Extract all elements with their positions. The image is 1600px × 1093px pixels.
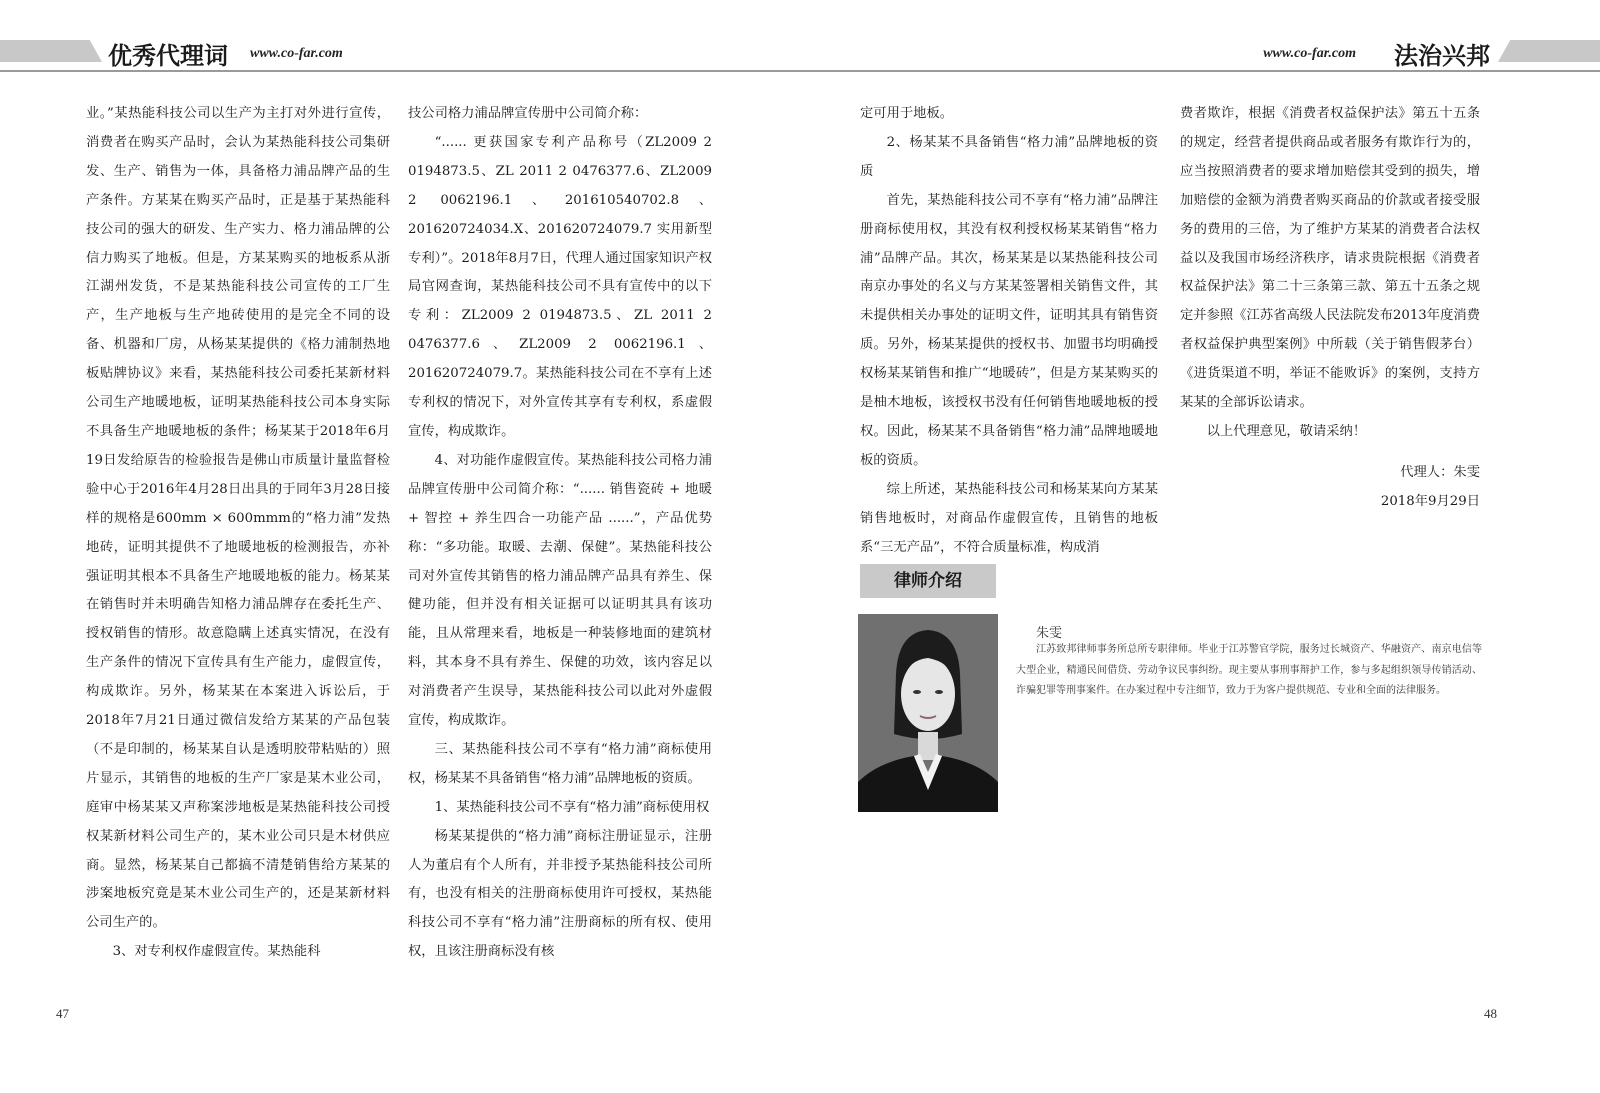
paragraph: 1、某热能科技公司不享有“格力浦”商标使用权	[434, 799, 710, 815]
header-rule	[0, 70, 800, 72]
paragraph: 4、对功能作虚假宣传。某热能科技公司格力浦品牌宣传册中公司简介称：“...... 销售瓷砖 + 地暖 + 智控 + 养生四合一功能产品 ......”，产品优势称：“多功能。取暖、去潮、保健”。某热能科技公司对外宣传其销售的格力浦品牌产品具有养生、保健功能，但并没有相关证据可以证明其具有该功能，且从常理来看，地板是一种装修地面的建筑材料，其本身不具有养生、保健的功效，该内容足以对消费者产生误导，某热能科技公司以此对外虚假宣传，构成欺诈。	[408, 452, 712, 729]
header-decor-bar	[1498, 40, 1600, 62]
header-decor-bar	[0, 40, 102, 62]
lawyer-bio: 江苏致邦律师事务所总所专职律师。毕业于江苏警官学院，服务过长城资产、华融资产、南京电信等大型企业，精通民间借贷、劳动争议民事纠纷。现主要从事刑事辩护工作，参与多起组织领导传销活动、诈骗犯罪等刑事案件。在办案过程中专注细节，致力于为客户提供规范、专业和全面的法律服务。	[1016, 644, 1482, 696]
paragraph: 技公司格力浦品牌宣传册中公司简介称：	[408, 106, 648, 121]
page-number-left: 47	[56, 1006, 69, 1021]
portrait-image	[858, 614, 998, 812]
header-url: www.co-far.com	[1263, 46, 1356, 61]
paragraph: 综上所述，某热能科技公司和杨某某向方某某销售地板时，对商品作虚假宣传，且销售的地板系“三无产品”，不符合质量标准，构成消	[860, 481, 1158, 555]
agent-signature: 代理人：朱雯	[1400, 464, 1480, 480]
paragraph: 2、杨某某不具备销售“格力浦”品牌地板的资质	[860, 134, 1158, 179]
paragraph: 3、对专利权作虚假宣传。某热能科	[112, 944, 321, 960]
paragraph: 首先，某热能科技公司不享有“格力浦”品牌注册商标使用权，其没有权利授权杨某某销售“格力浦”品牌产品。其次，杨某某是以某热能科技公司南京办事处的名义与方某某签署相关销售文件，其未提供相关办事处的证明文件，证明其具有销售资质。另外，杨某某提供的授权书、加盟书均明确授权杨某某销售和推广“地暖砖”，但是方某某购买的是柚木地板，该授权书没有任何销售地暖地板的授权。因此，杨某某不具备销售“格力浦”品牌地暖地板的资质。	[860, 192, 1158, 468]
lawyer-photo	[858, 614, 998, 812]
section-title: 法治兴邦	[1394, 42, 1490, 70]
paragraph: 以上代理意见，敬请采纳！	[1206, 423, 1367, 439]
header-rule	[800, 70, 1600, 72]
paragraph: 三、某热能科技公司不享有“格力浦”商标使用权，杨某某不具备销售“格力浦”品牌地板的资质。	[408, 741, 712, 786]
page-number-right: 48	[1484, 1006, 1497, 1021]
lawyer-intro-heading: 律师介绍	[860, 564, 996, 598]
signature-date: 2018年9月29日	[1380, 493, 1480, 509]
right-page-header	[800, 36, 1600, 72]
paragraph: 定可用于地板。	[860, 106, 954, 121]
paragraph: 杨某某提供的“格力浦”商标注册证显示，注册人为董启有个人所有，并非授予某热能科技公司所有，也没有相关的注册商标使用许可授权，某热能科技公司不享有“格力浦”注册商标的所有权、使用权，且该注册商标没有核	[408, 828, 712, 960]
section-title: 优秀代理词	[108, 42, 228, 70]
text-column-1	[86, 100, 390, 967]
left-page-header	[0, 36, 800, 72]
text-column-2	[408, 100, 712, 967]
header-url: www.co-far.com	[250, 46, 343, 61]
paragraph: 费者欺诈，根据《消费者权益保护法》第五十五条的规定，经营者提供商品或者服务有欺诈行为的，应当按照消费者的要求增加赔偿其受到的损失，增加赔偿的金额为消费者购买商品的价款或者接受服务的费用的三倍，为了维护方某某的消费者合法权益以及我国市场经济秩序，请求贵院根据《消费者权益保护法》第二十三条第三款、第五十五条之规定并参照《江苏省高级人民法院发布2013年度消费者权益保护典型案例》中所载（关于销售假茅台）《进货渠道不明，举证不能败诉》的案例，支持方某某的全部诉讼请求。	[1180, 106, 1480, 411]
text-column-3	[860, 100, 1158, 563]
paragraph: “...... 更获国家专利产品称号（ZL2009 2 0194873.5、ZL 2011 2 0476377.6、ZL2009 2 0062196.1、201610540702.8、201620724034.X、201620724079.7 实用新型专利）”。2018年8月7日，代理人通过国家知识产权局官网查询，某热能科技公司不具有宣传中的以下专利：ZL2009 2 0194873.5、ZL 2011 2 0476377.6、ZL2009 2 0062196.1、201620724079.7。某热能科技公司在不享有上述专利权的情况下，对外宣传其享有专利权，系虚假宣传，构成欺诈。	[408, 134, 712, 439]
signature-block	[1180, 459, 1480, 517]
lawyer-name: 朱雯	[1036, 626, 1063, 641]
paragraph: 业。”某热能科技公司以生产为主打对外进行宣传，消费者在购买产品时，会认为某热能科技公司集研发、生产、销售为一体，具备格力浦品牌产品的生产条件。方某某在购买产品时，正是基于某热能科技公司的强大的研发、生产实力、格力浦品牌的公信力购买了地板。但是，方某某购买的地板系从浙江湖州发货，不是某热能科技公司宣传的工厂生产，生产地板与生产地砖使用的是完全不同的设备、机器和厂房，从杨某某提供的《格力浦制热地板贴牌协议》来看，某热能科技公司委托某新材料公司生产地暖地板，证明某热能科技公司本身实际不具备生产地暖地板的条件；杨某某于2018年6月19日发给原告的检验报告是佛山市质量计量监督检验中心于2016年4月28日出具的于同年3月28日接样的规格是600mm × 600mmm的“格力浦”发热地砖，证明其提供不了地暖地板的检测报告，亦补强证明其根本不具备生产地暖地板的能力。杨某某在销售时并未明确告知格力浦品牌存在委托生产、授权销售的情形。故意隐瞒上述真实情况，在没有生产条件的情况下宣传具有生产能力，虚假宣传，构成欺诈。另外，杨某某在本案进入诉讼后，于2018年7月21日通过微信发给方某某的产品包装（不是印制的，杨某某自认是透明胶带粘贴的）照片显示，其销售的地板的生产厂家是某木业公司，庭审中杨某某又声称案涉地板是某热能科技公司授权某新材料公司生产的，某木业公司只是木材供应商。显然，杨某某自己都搞不清楚销售给方某某的涉案地板究竟是某木业公司生产的，还是某新材料公司生产的。	[86, 106, 390, 931]
text-column-4	[1180, 100, 1480, 517]
